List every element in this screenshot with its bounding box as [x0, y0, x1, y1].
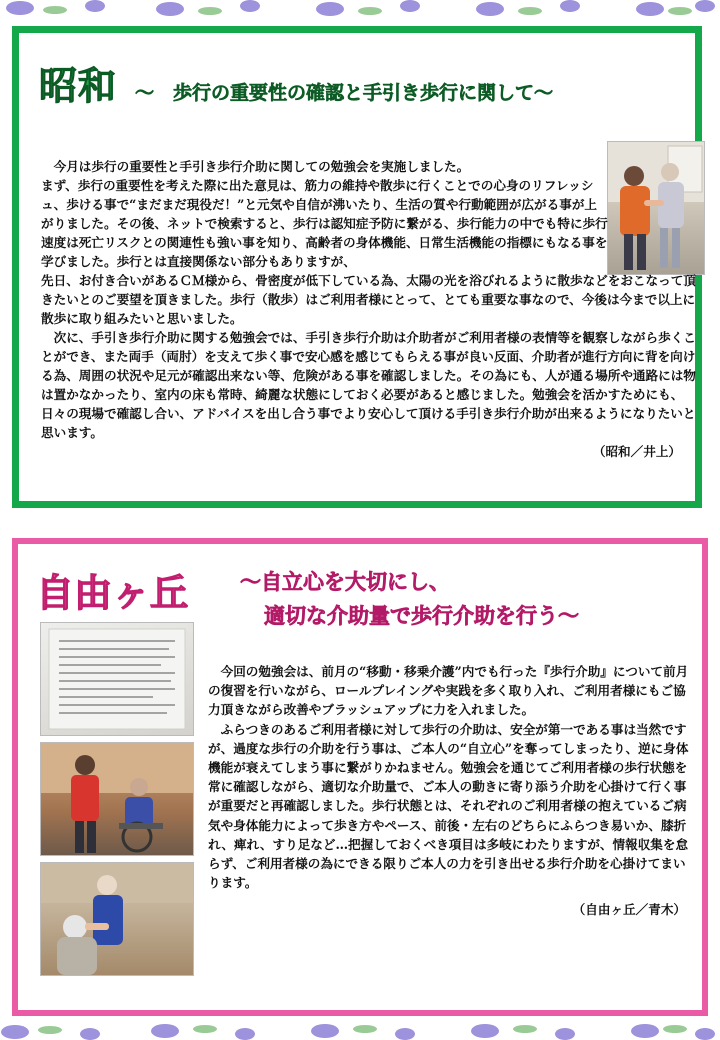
- showa-heading: [39, 55, 554, 108]
- showa-paragraph: 今月は歩行の重要性と手引き歩行介助に関しての勉強会を実施しました。: [41, 159, 470, 174]
- jiyugaoka-title-line-2: 適切な介助量で歩行介助を行う～: [264, 603, 579, 628]
- jiyugaoka-author: （自由ヶ丘／青木）: [572, 902, 686, 918]
- showa-place-name: 昭和: [39, 63, 118, 108]
- showa-paragraph: まず、歩行の重要性を考えた際に出た意見は、筋力の維持や散歩に行くことでの心身のリフレッシュ、歩ける事で“まだまだ現役だ！”と元気や自信が沸いたり、生活の質や行動範囲が広がる事が上がりました。その後、ネットで検索すると、歩行は認知症予防に繋がる、歩行能力の中でも特に歩行速度は死亡リスクとの関連性も強い事を知り、高齢者の身体機能、日常生活機能の指標にもなる事を学びました。歩行とは直接関係ない部分もありますが、: [41, 178, 608, 269]
- showa-section: [12, 26, 702, 508]
- showa-paragraph: 次に、手引き歩行介助に関する勉強会では、手引き歩行介助は介助者がご利用者様の表情等を観察しながら歩くことができ、また両手（両肘）を支えて歩く事で安心感を感じてもらえる事が良い反面、介助者が進行方向に背を向ける為、周囲の状況や足元が確認出来ない等、危険がある事を確認しました。その為にも、人が通る場所や通路には物は置かなかったり、室内の床も常時、綺麗な状態にしておく必要があると感じました。勉強会を活かすためにも、日々の現場で確認し合い、アドバイスを出し合う事でより安心して頂ける手引き歩行介助が出来るようになりたいと思います。: [41, 330, 696, 440]
- showa-paragraph: 先日、お付き合いがあるＣＭ様から、骨密度が低下している為、太陽の光を浴びれるように散歩などをおこなって頂きたいとのご要望を頂きました。歩行（散歩）はご利用者様にとって、とても重要な事なので、今後は今まで以上に散歩に取り組みたいと思いました。: [41, 273, 696, 326]
- showa-title: ～ 歩行の重要性の確認と手引き歩行に関して～: [135, 82, 554, 104]
- jiyugaoka-section: [12, 538, 708, 1016]
- jiyugaoka-paragraph: ふらつきのあるご利用者様に対して歩行の介助は、安全が第一である事は当然ですが、過度な歩行の介助を行う事は、ご本人の“自立心”を奪ってしまったり、逆に身体機能が衰えてしまう事に繋がりかねません。勉強会を通じてご利用者様の歩行状態を常に確認しながら、適切な介助量で、ご本人の動きに寄り添う介助を心掛けて行く事が重要だと再確認しました。歩行状態とは、それぞれのご利用者様の抱えているご病気や身体能力によって歩き方やペース、前後・左右のどちらにふらつき易いか、膝折れ、痺れ、すり足など…把握しておくべき項目は多岐にわたりますが、情報収集を怠らず、ご利用者様の為にできる限りご本人の力を引き出せる歩行介助を心掛けてまいります。: [208, 721, 689, 891]
- jiyugaoka-paragraph: 今回の勉強会は、前月の“移動・移乗介護”内でも行った『歩行介助』について前月の復習を行いながら、ロールプレイングや実践を多く取り入れ、ご利用者様にもご協力頂きながら改善やブラッシュアップに力を入れました。: [208, 664, 689, 718]
- jiyugaoka-body-text: [208, 662, 694, 920]
- flower-border-top: [0, 0, 720, 22]
- showa-author: （昭和／井上）: [592, 444, 681, 459]
- showa-body-text: [41, 157, 699, 461]
- jiyugaoka-wheelchair-photo: [40, 742, 194, 856]
- flower-border-bottom: [0, 1018, 720, 1040]
- jiyugaoka-walking-assist-photo: [40, 862, 194, 976]
- jiyugaoka-place-name: 自由ヶ丘: [36, 570, 189, 615]
- jiyugaoka-title-line-1: ～自立心を大切にし、: [240, 569, 450, 594]
- jiyugaoka-document-photo: [40, 622, 194, 736]
